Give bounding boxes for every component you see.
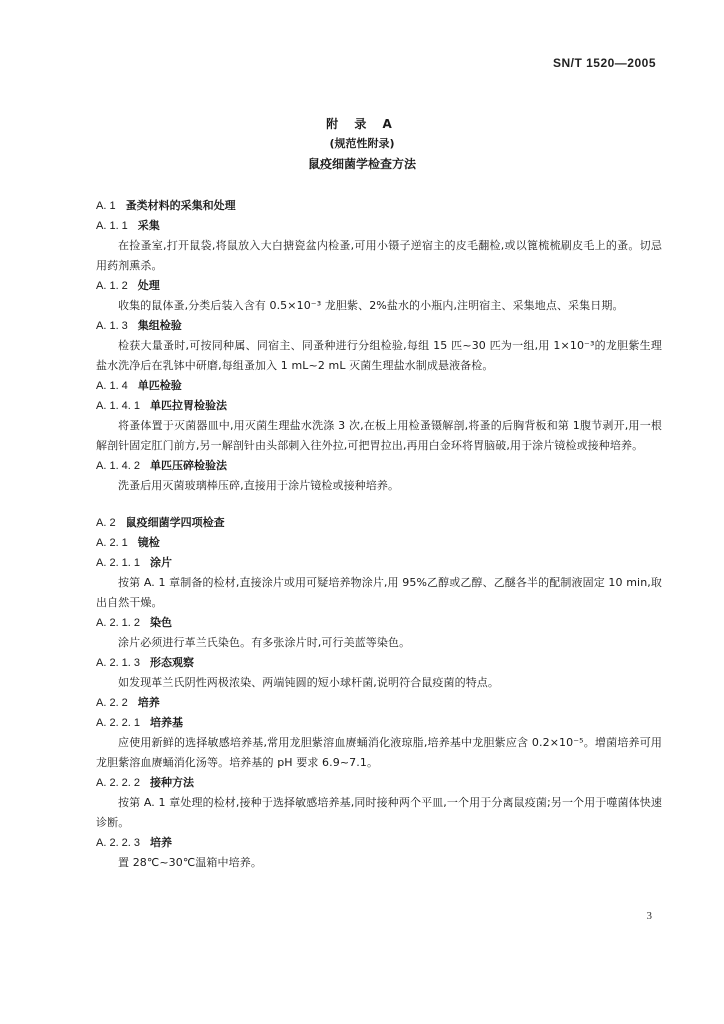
section-number: A. 2. 1. 1 xyxy=(96,557,141,569)
section-number: A. 2. 1. 2 xyxy=(96,617,141,629)
paragraph: 在捡蚤室,打开鼠袋,将鼠放入大白搪瓷盆内检蚤,可用小镊子逆宿主的皮毛翻检,或以篦梳梳刷皮毛上的蚤。切忌用药剂熏杀。 xyxy=(96,239,662,272)
section-heading xyxy=(96,533,662,553)
section-title: 染色 xyxy=(150,616,173,629)
section-title: 集组检验 xyxy=(137,319,182,332)
paragraph: 按第 A. 1 章处理的检材,接种于选择敏感培养基,同时接种两个平皿,一个用于分离鼠疫菌;另一个用于噬菌体快速诊断。 xyxy=(96,796,662,829)
section-number: A. 2 xyxy=(96,517,116,529)
appendix-title: 附 录 A xyxy=(326,117,398,131)
section-number: A. 2. 1 xyxy=(96,537,128,549)
section-heading xyxy=(96,773,662,793)
standard-code: SN/T 1520—2005 xyxy=(552,56,656,70)
section-number: A. 2. 2. 1 xyxy=(96,717,141,729)
section-title: 单匹拉胃检验法 xyxy=(150,399,228,412)
section-title: 形态观察 xyxy=(150,656,195,669)
section-number: A. 2. 2 xyxy=(96,697,128,709)
section-number: A. 2. 1. 3 xyxy=(96,657,141,669)
section-heading xyxy=(96,316,662,336)
section-number: A. 1. 2 xyxy=(96,280,128,292)
paragraph: 涂片必须进行革兰氏染色。有多张涂片时,可行美蓝等染色。 xyxy=(118,636,411,649)
paragraph: 将蚤体置于灭菌器皿中,用灭菌生理盐水洗涤 3 次,在板上用检蚤镊解剖,将蚤的后胸背板和第 1腹节剥开,用一根解剖针固定肛门前方,另一解剖针由头部刺入往外拉,可把胃拉出,再用白金环将胃脑破,用于涂片镜检或接种培养。 xyxy=(96,419,662,452)
section-number: A. 1 xyxy=(96,200,116,212)
section-heading xyxy=(96,276,662,296)
appendix-title-block xyxy=(0,115,724,175)
section-heading xyxy=(96,396,662,416)
section-title: 镜检 xyxy=(137,536,160,549)
section-heading xyxy=(96,376,662,396)
section-heading xyxy=(96,653,662,673)
page-number: 3 xyxy=(646,910,652,922)
section-heading xyxy=(96,196,662,216)
section-heading xyxy=(96,553,662,573)
section-heading xyxy=(96,216,662,236)
paragraph: 应使用新鲜的选择敏感培养基,常用龙胆紫溶血赓蛹消化液琼脂,培养基中龙胆紫应含 0.2×10⁻⁵。增菌培养可用龙胆紫溶血赓蛹消化汤等。培养基的 pH 要求 6.9~7.1。 xyxy=(96,736,662,769)
section-title: 培养基 xyxy=(150,716,184,729)
section-title: 单匹检验 xyxy=(137,379,182,392)
paragraph: 检获大量蚤时,可按同种属、同宿主、同蚤种进行分组检验,每组 15 匹~30 匹为一组,用 1×10⁻³的龙胆紫生理盐水洗净后在乳钵中研磨,每组蚤加入 1 mL~2 mL 灭菌生理盐水制成悬液备检。 xyxy=(96,339,662,372)
section-heading xyxy=(96,456,662,476)
section-number: A. 2. 2. 2 xyxy=(96,777,141,789)
document-body xyxy=(96,196,662,873)
section-number: A. 2. 2. 3 xyxy=(96,837,141,849)
section-heading xyxy=(96,613,662,633)
section-heading xyxy=(96,833,662,853)
section-number: A. 1. 3 xyxy=(96,320,128,332)
section-title: 培养 xyxy=(150,836,173,849)
section-title: 单匹压碎检验法 xyxy=(150,459,228,472)
section-heading xyxy=(96,513,662,533)
section-title: 涂片 xyxy=(150,556,173,569)
appendix-type: (规范性附录) xyxy=(329,137,395,150)
section-number: A. 1. 4 xyxy=(96,380,128,392)
appendix-subject: 鼠疫细菌学检查方法 xyxy=(307,157,416,171)
section-number: A. 1. 4. 1 xyxy=(96,400,141,412)
section-title: 蚤类材料的采集和处理 xyxy=(125,199,236,212)
section-number: A. 1. 1 xyxy=(96,220,128,232)
section-title: 培养 xyxy=(137,696,160,709)
section-heading xyxy=(96,693,662,713)
paragraph: 置 28℃~30℃温箱中培养。 xyxy=(118,856,262,869)
section-number: A. 1. 4. 2 xyxy=(96,460,141,472)
paragraph: 收集的鼠体蚤,分类后装入含有 0.5×10⁻³ 龙胆紫、2%盐水的小瓶内,注明宿主、采集地点、采集日期。 xyxy=(118,299,624,312)
section-title: 接种方法 xyxy=(150,776,195,789)
paragraph: 如发现革兰氏阴性两极浓染、两端钝圆的短小球杆菌,说明符合鼠疫菌的特点。 xyxy=(118,676,499,689)
paragraph: 洗蚤后用灭菌玻璃棒压碎,直接用于涂片镜检或接种培养。 xyxy=(118,479,400,492)
section-heading xyxy=(96,713,662,733)
paragraph: 按第 A. 1 章制备的检材,直接涂片或用可疑培养物涂片,用 95%乙醇或乙醇、乙醚各半的配制液固定 10 min,取出自然干燥。 xyxy=(96,576,662,609)
section-title: 处理 xyxy=(137,279,160,292)
section-title: 鼠疫细菌学四项检查 xyxy=(125,516,225,529)
section-title: 采集 xyxy=(137,219,160,232)
